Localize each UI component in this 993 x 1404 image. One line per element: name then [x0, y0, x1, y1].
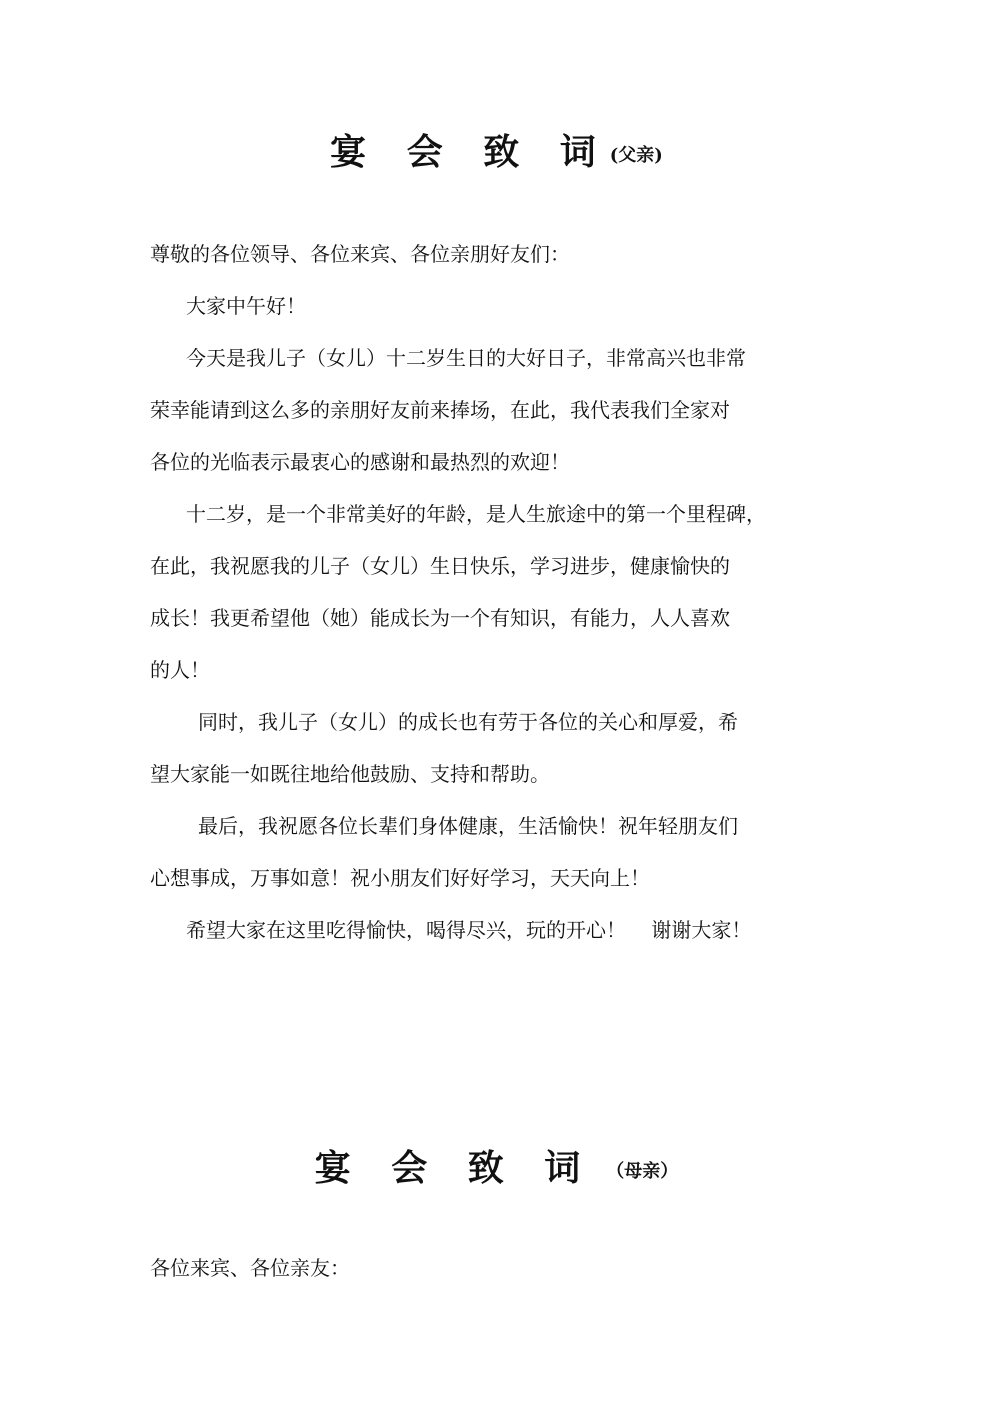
- body-line: 心想事成，万事如意！祝小朋友们好好学习，天天向上！: [150, 866, 650, 890]
- body-line: 荣幸能请到这么多的亲朋好友前来捧场，在此，我代表我们全家对: [150, 398, 730, 422]
- body-line: 各位的光临表示最衷心的感谢和最热烈的欢迎！: [150, 450, 570, 474]
- section1-title: 宴 会 致 词: [330, 131, 610, 173]
- section1-subtitle: (父亲): [609, 145, 663, 166]
- body-line: 大家中午好！: [186, 294, 306, 318]
- section2-subtitle: （母亲）: [606, 1161, 679, 1182]
- section1-heading: [0, 124, 993, 175]
- body-line: 在此，我祝愿我的儿子（女儿）生日快乐，学习进步，健康愉快的: [150, 554, 730, 578]
- body-line: 成长！我更希望他（她）能成长为一个有知识，有能力，人人喜欢: [150, 606, 730, 630]
- body-line: 的人！: [150, 658, 210, 682]
- body-line: 希望大家在这里吃得愉快，喝得尽兴，玩的开心！ 谢谢大家！: [186, 918, 752, 942]
- section2-salutation: 各位来宾、各位亲友：: [150, 1256, 350, 1280]
- section2-heading: [0, 1140, 993, 1191]
- body-line: 同时，我儿子（女儿）的成长也有劳于各位的关心和厚爱，希: [198, 710, 738, 734]
- section1-salutation: 尊敬的各位领导、各位来宾、各位亲朋好友们：: [150, 242, 570, 266]
- section2-title: 宴 会 致 词: [314, 1147, 595, 1189]
- body-line: 望大家能一如既往地给他鼓励、支持和帮助。: [150, 762, 550, 786]
- body-line: 最后，我祝愿各位长辈们身体健康，生活愉快！祝年轻朋友们: [198, 814, 738, 838]
- body-line: 今天是我儿子（女儿）十二岁生日的大好日子，非常高兴也非常: [186, 346, 746, 370]
- body-line: 十二岁，是一个非常美好的年龄，是人生旅途中的第一个里程碑，: [186, 502, 766, 526]
